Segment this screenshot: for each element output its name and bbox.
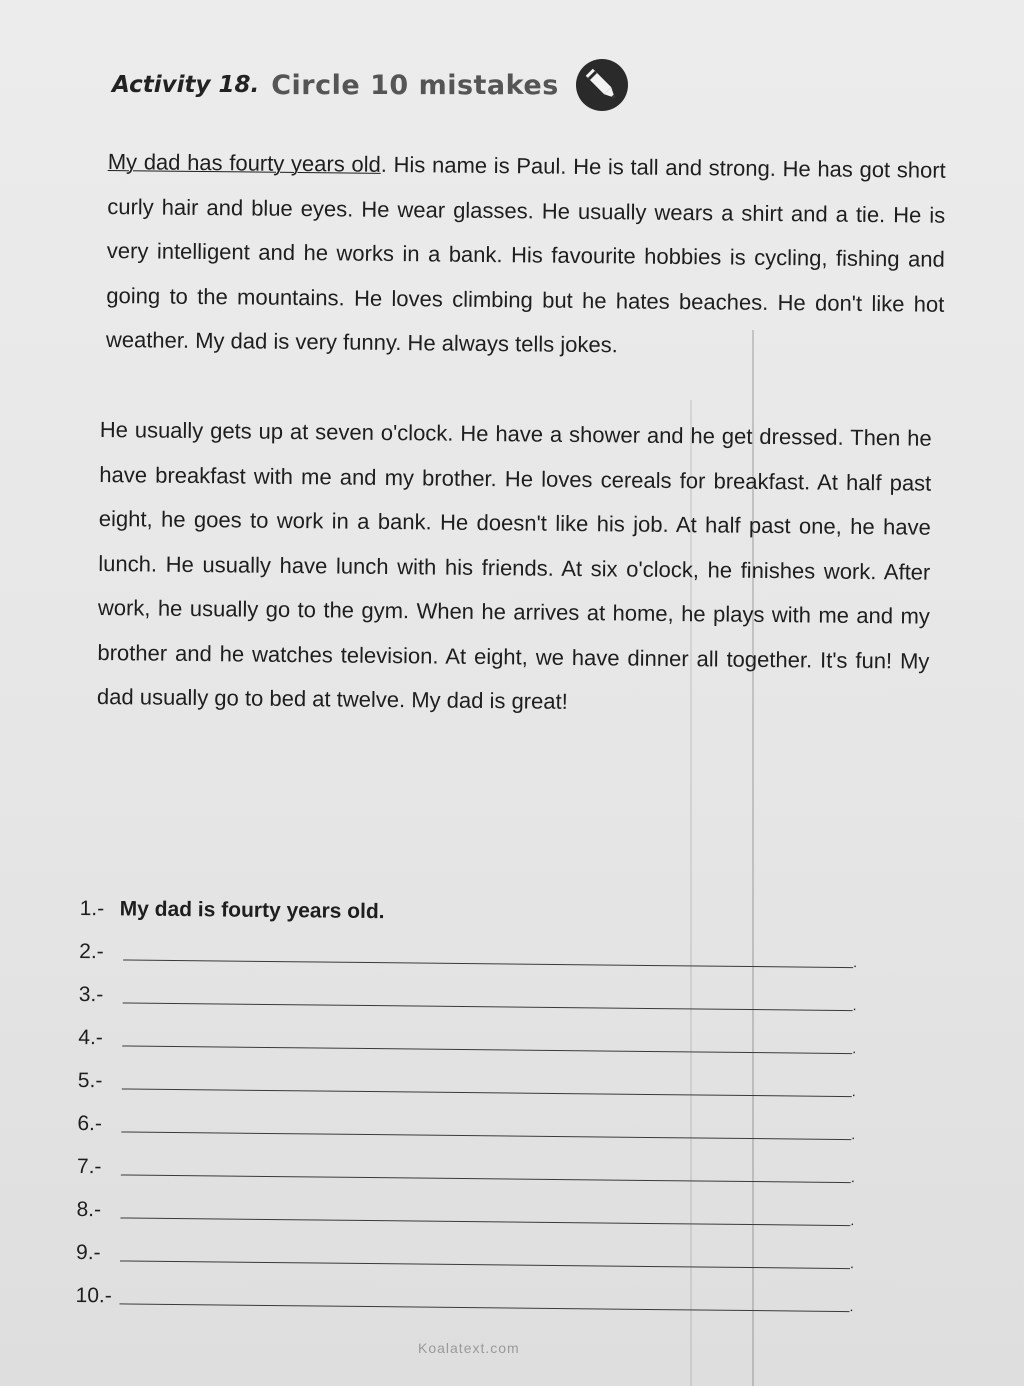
answer-line-end: .	[852, 997, 857, 1014]
answer-number: 3.-	[78, 982, 104, 1007]
story-paragraph-2	[97, 408, 932, 728]
answer-row	[75, 1265, 855, 1316]
watermark: Koalatext.com	[418, 1340, 520, 1356]
answer-text: My dad is fourty years old.	[119, 897, 385, 924]
answer-number: 7.-	[76, 1154, 102, 1179]
answer-blank-line[interactable]	[120, 1303, 850, 1312]
answer-list	[75, 878, 859, 1316]
answer-number: 8.-	[76, 1197, 102, 1222]
paragraph-1-text: . His name is Paul. He is tall and strong. He has got short curly hair and blue eyes. He wear glasses. He usually wears a shirt and a tie. He is very intelligent and he works in a bank. His favourite hobbies is cycling, fishing and going to the mountains. He loves climbing but he hates beaches. He don't like hot weather. My dad is very funny. He always tells jokes.	[105, 151, 946, 358]
activity-heading	[112, 58, 629, 112]
story-paragraph-1	[106, 140, 946, 371]
answer-number: 5.-	[77, 1068, 103, 1093]
answer-number: 4.-	[78, 1025, 103, 1050]
answer-line-end: .	[851, 1126, 856, 1143]
answer-line-end: .	[849, 1255, 854, 1272]
answer-number: 9.-	[75, 1240, 101, 1265]
answer-line-end: .	[850, 1169, 855, 1186]
paragraph-2-text: He usually gets up at seven o'clock. He have a shower and he get dressed. Then he have breakfast with me and my brother. He loves cereals for breakfast. At half past eight, he goes to work in a bank. He doesn't like his job. At half past one, he have lunch. He usually have lunch with his friends. At six o'clock, he finishes work. After work, he usually go to the gym. When he arrives at home, he plays with me and my brother and he watches television. At eight, we have dinner all together. It's fun! My dad usually go to bed at twelve. My dad is great!	[96, 416, 932, 714]
answer-number: 2.-	[79, 939, 104, 964]
activity-instruction: Circle 10 mistakes	[271, 69, 559, 101]
answer-number: 1.-	[79, 896, 105, 921]
answer-line-end: .	[850, 1212, 855, 1229]
answer-number: 6.-	[77, 1111, 103, 1136]
activity-number: Activity 18.	[112, 72, 260, 98]
answer-line-end: .	[852, 1040, 857, 1057]
answer-line-end: .	[849, 1298, 854, 1315]
answer-number: 10.-	[75, 1283, 112, 1308]
example-mistake: My dad has fourty years old	[107, 148, 381, 177]
pencil-icon	[575, 58, 629, 112]
answer-line-end: .	[853, 954, 858, 971]
answer-line-end: .	[851, 1083, 856, 1100]
